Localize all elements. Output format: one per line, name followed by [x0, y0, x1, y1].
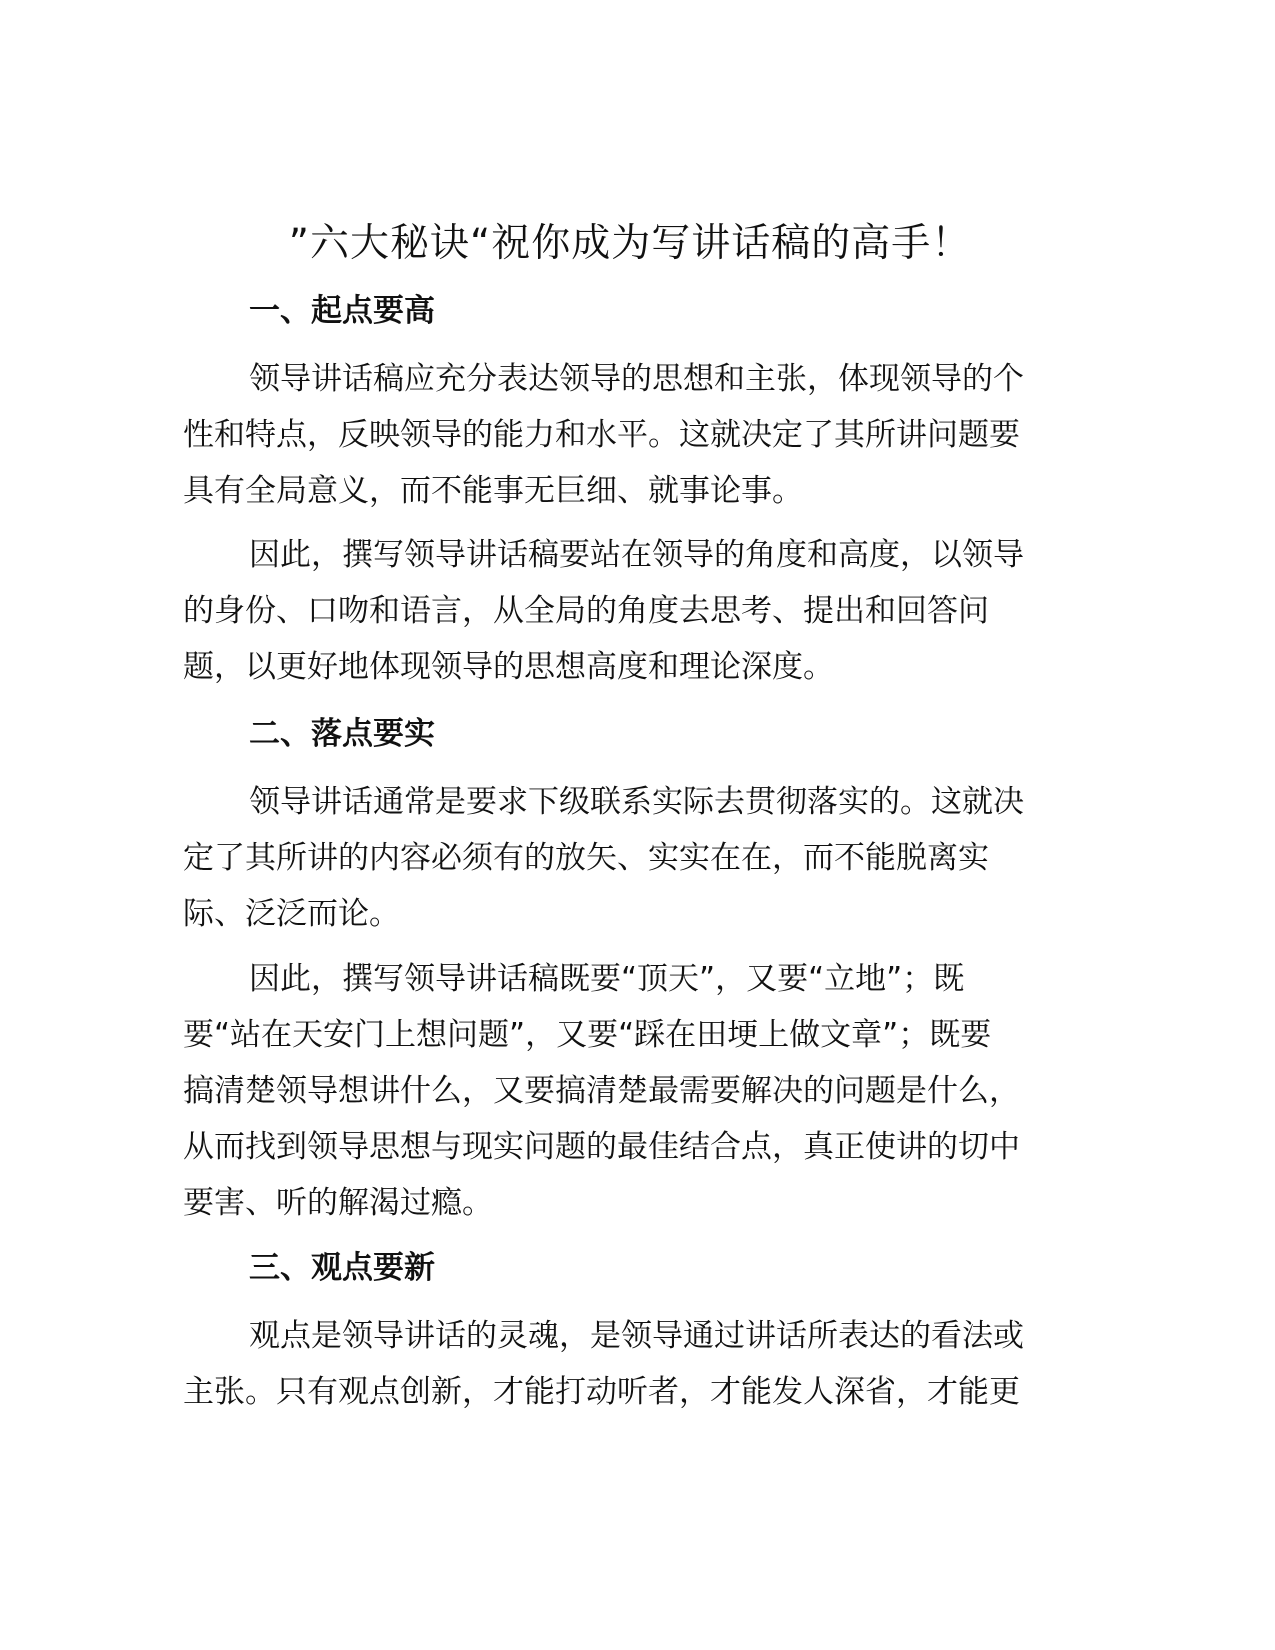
paragraph-3-1: [183, 1308, 1083, 1420]
paragraph-1-1: [183, 351, 1083, 519]
paragraph-line: 际、泛泛而论。: [183, 896, 400, 932]
section-heading-2: 二、落点要实: [249, 716, 435, 752]
paragraph-line: 从而找到领导思想与现实问题的最佳结合点，真正使讲的切中: [183, 1129, 1020, 1165]
document-title: ”六大秘诀“祝你成为写讲话稿的高手！: [288, 221, 972, 266]
paragraph-line: 观点是领导讲话的灵魂，是领导通过讲话所表达的看法或: [249, 1318, 1024, 1354]
paragraph-line: 要害、听的解渴过瘾。: [183, 1185, 493, 1221]
paragraph-2-1: [183, 774, 1083, 942]
paragraph-line: 因此，撰写领导讲话稿既要“顶天”，又要“立地”；既: [249, 961, 965, 997]
paragraph-line: 要“站在天安门上想问题”，又要“踩在田埂上做文章”；既要: [183, 1017, 992, 1053]
paragraph-line: 定了其所讲的内容必须有的放矢、实实在在，而不能脱离实: [183, 840, 989, 876]
paragraph-line: 领导讲话稿应充分表达领导的思想和主张，体现领导的个: [249, 361, 1024, 397]
paragraph-1-2: [183, 527, 1083, 695]
paragraph-line: 搞清楚领导想讲什么，又要搞清楚最需要解决的问题是什么，: [183, 1073, 1020, 1109]
paragraph-line: 性和特点，反映领导的能力和水平。这就决定了其所讲问题要: [183, 417, 1020, 453]
section-heading-1: 一、起点要高: [249, 293, 435, 329]
paragraph-line: 的身份、口吻和语言，从全局的角度去思考、提出和回答问: [183, 593, 989, 629]
paragraph-line: 具有全局意义，而不能事无巨细、就事论事。: [183, 473, 803, 509]
paragraph-line: 因此，撰写领导讲话稿要站在领导的角度和高度，以领导: [249, 537, 1024, 573]
section-heading-3: 三、观点要新: [249, 1250, 435, 1286]
paragraph-line: 主张。只有观点创新，才能打动听者，才能发人深省，才能更: [183, 1374, 1020, 1410]
paragraph-2-2: [183, 951, 1083, 1231]
paragraph-line: 领导讲话通常是要求下级联系实际去贯彻落实的。这就决: [249, 784, 1024, 820]
paragraph-line: 题，以更好地体现领导的思想高度和理论深度。: [183, 649, 834, 685]
